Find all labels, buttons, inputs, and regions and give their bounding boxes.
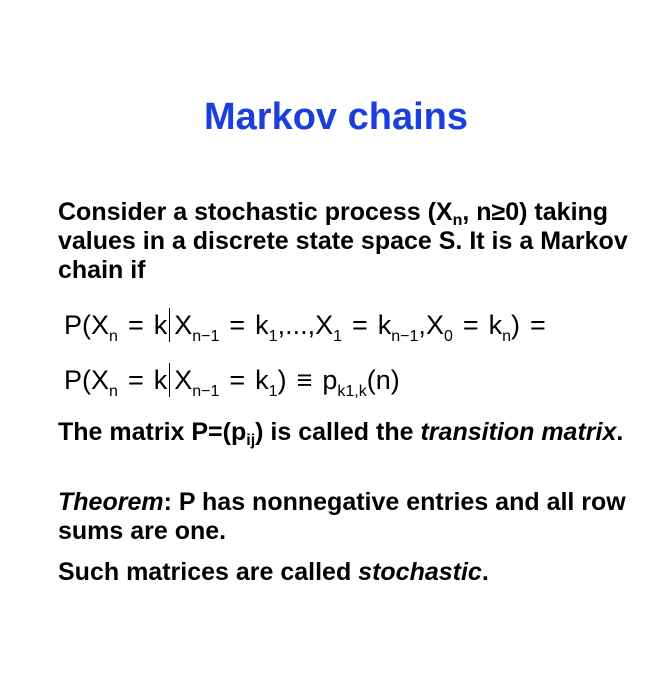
transition-probability-formula	[64, 363, 400, 400]
stochastic-text: Such matrices are called	[58, 558, 359, 586]
formula-1-dots: ,...,	[277, 310, 316, 340]
stochastic-italic-term: stochastic	[358, 558, 482, 586]
formula-1-close-paren: )	[511, 310, 521, 340]
formula-1-kn1: k	[377, 310, 392, 340]
formula-1-eq-2: =	[229, 310, 246, 340]
formula-2-eq-1: =	[127, 365, 144, 395]
theorem-paragraph	[58, 488, 658, 546]
formula-2-open-paren: (	[82, 365, 92, 395]
formula-1-sub-n: n	[109, 328, 118, 345]
theorem-text: : P has nonnegative entries and all row sums are one.	[58, 488, 626, 545]
formula-2-sub-nm1: n−1	[192, 383, 220, 400]
formula-1-k1: k	[255, 310, 269, 340]
formula-2-x: X	[91, 365, 110, 395]
stochastic-paragraph	[58, 558, 658, 587]
formula-2-sub-n: n	[109, 383, 118, 400]
matrix-text-1: The matrix P=(p	[58, 418, 247, 446]
formula-1-sub-1b: 1	[333, 328, 342, 345]
formula-2-p: P	[64, 365, 83, 395]
formula-2-x-2: X	[174, 365, 193, 395]
formula-1-given-bar	[169, 308, 170, 342]
matrix-text-3: .	[616, 418, 624, 446]
formula-1-open-paren: (	[82, 310, 92, 340]
formula-2-sub-k1k: k1,k	[337, 383, 367, 400]
formula-2-sub-1: 1	[268, 383, 278, 400]
matrix-text-2: ) is called the	[255, 418, 421, 446]
formula-1-x: X	[91, 310, 110, 340]
formula-2-p-lower: p	[322, 365, 338, 395]
formula-1-x-2: X	[174, 310, 193, 340]
formula-1-eq-3: =	[352, 310, 368, 340]
formula-1-sub-n-2: n	[502, 328, 512, 345]
formula-1-x0: X	[425, 310, 444, 340]
formula-1-sub-nm1b: n−1	[391, 328, 419, 345]
intro-paragraph	[58, 198, 658, 285]
formula-2-k: k	[153, 365, 168, 395]
markov-property-formula	[64, 308, 556, 345]
formula-1-p: P	[64, 310, 83, 340]
page-title: Markov chains	[204, 96, 468, 138]
matrix-italic-term: transition matrix	[420, 418, 617, 446]
formula-2-equiv: ≡	[296, 365, 313, 395]
formula-1-kn: k	[488, 310, 503, 340]
matrix-subscript-ij: ij	[246, 432, 256, 449]
formula-2-close-paren: )	[277, 365, 287, 395]
formula-1-comma: ,	[418, 310, 426, 340]
intro-text-2: , n≥0) taking values in a discrete state space S. It is a Markov chain if	[58, 198, 628, 284]
intro-text-1: Consider a stochastic process (X	[58, 198, 453, 226]
formula-1-k: k	[153, 310, 168, 340]
formula-1-sub-nm1: n−1	[192, 328, 220, 345]
formula-1-sub-0: 0	[443, 328, 453, 345]
formula-1-trailing-eq: =	[530, 310, 546, 340]
formula-2-n-arg: (n)	[366, 365, 400, 395]
formula-2-given-bar	[169, 363, 170, 397]
formula-2-eq-2: =	[229, 365, 246, 395]
matrix-paragraph	[58, 418, 658, 447]
theorem-label: Theorem	[58, 488, 164, 516]
formula-1-sub-1: 1	[268, 328, 278, 345]
stochastic-end: .	[481, 558, 489, 586]
intro-subscript-n: n	[452, 212, 463, 229]
formula-1-eq-4: =	[462, 310, 479, 340]
formula-1-x1: X	[315, 310, 334, 340]
formula-1-eq-1: =	[127, 310, 144, 340]
formula-2-k1: k	[255, 365, 269, 395]
